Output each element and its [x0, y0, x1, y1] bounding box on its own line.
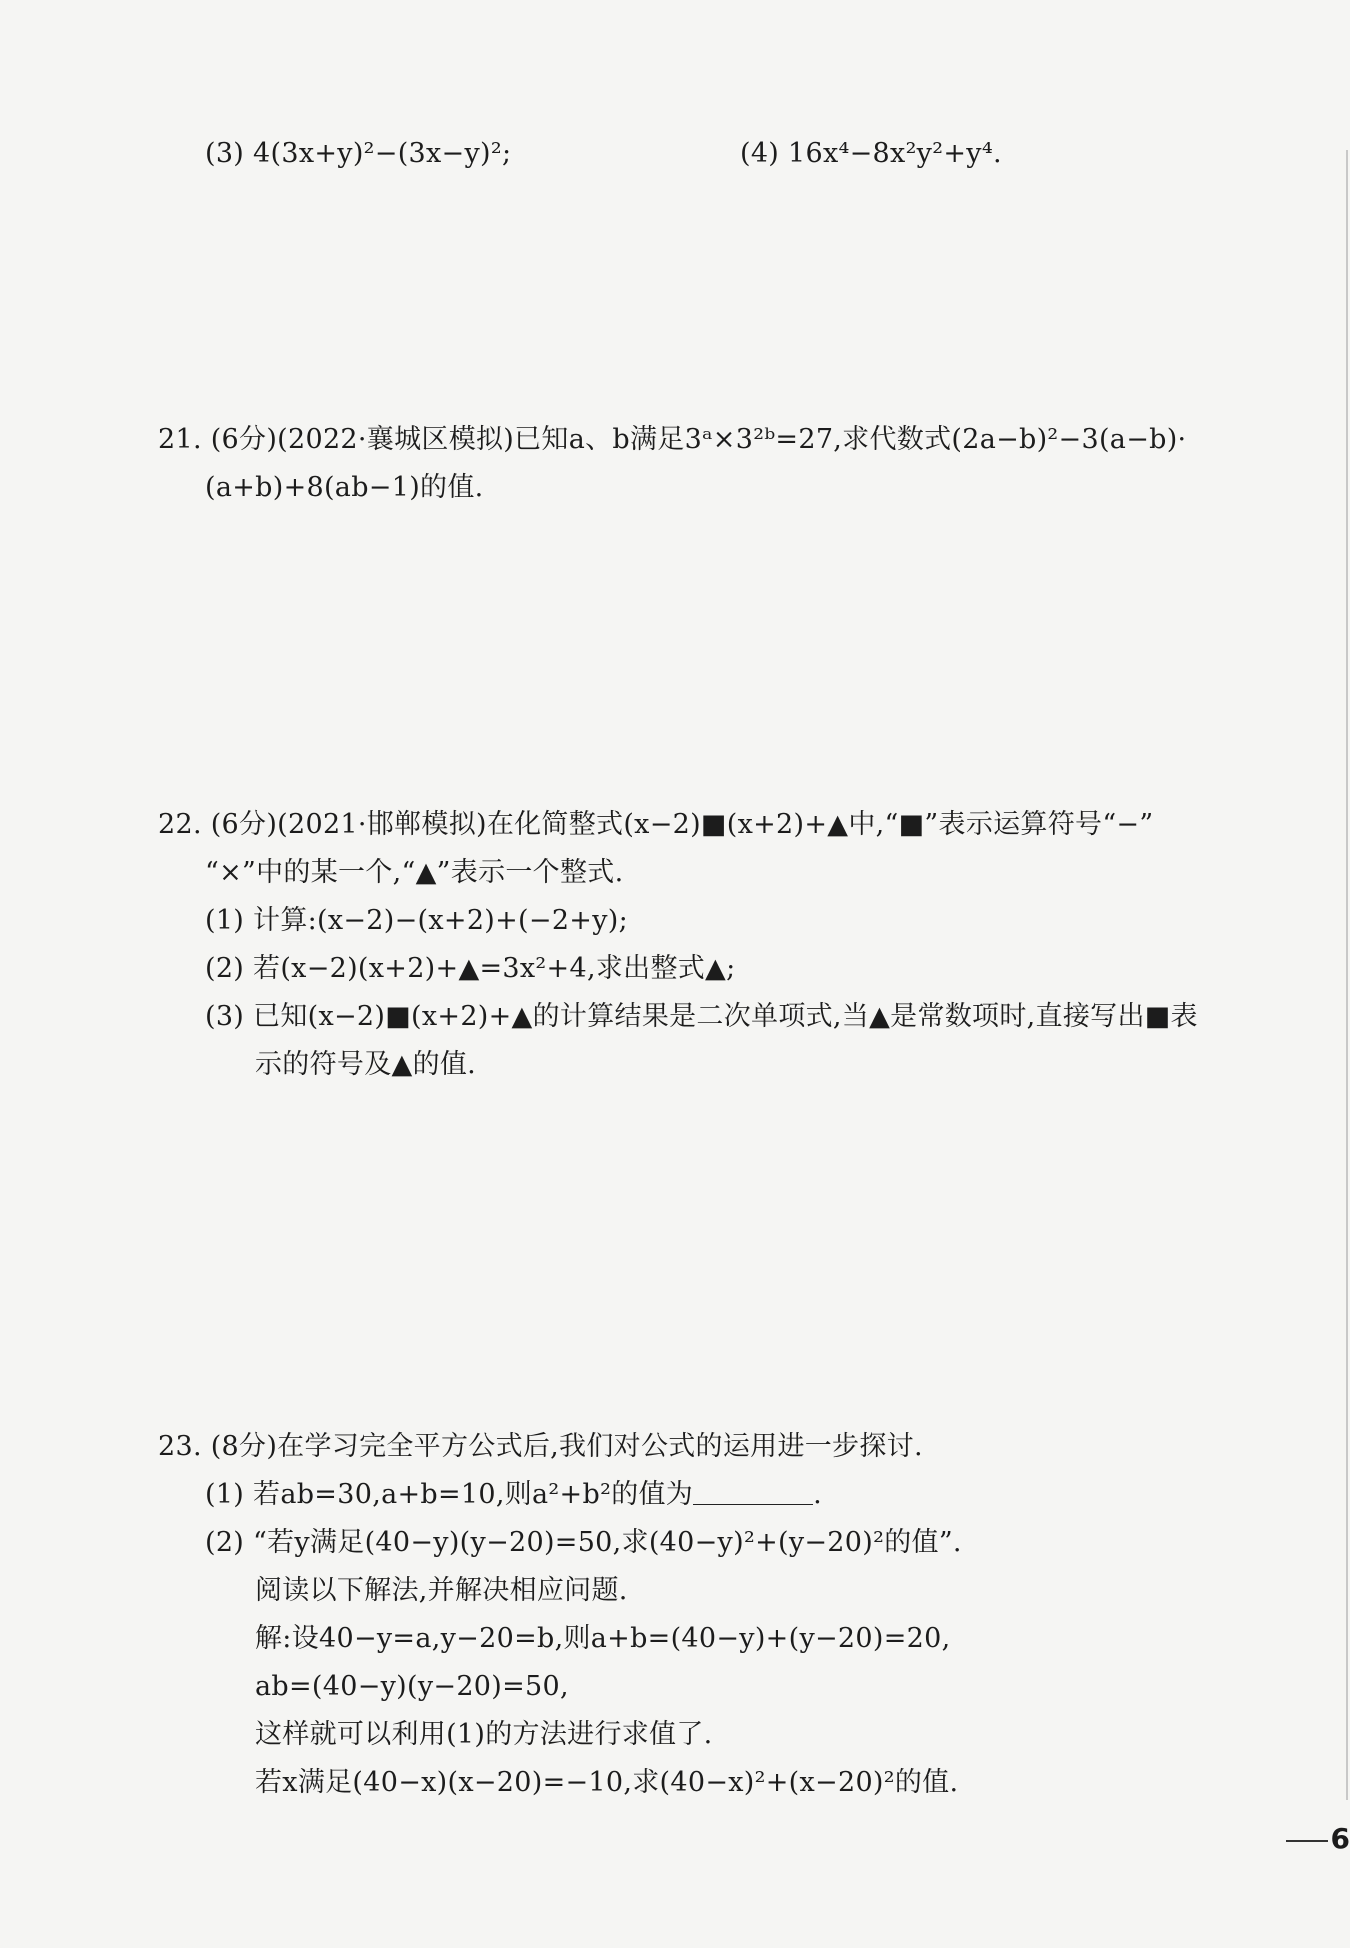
q22-line2: “×”中的某一个,“▲”表示一个整式.: [205, 857, 624, 888]
q22-part3-line1: (3) 已知(x−2)■(x+2)+▲的计算结果是二次单项式,当▲是常数项时,直接写出■表: [205, 1001, 1198, 1032]
page-edge-line: [1346, 150, 1348, 1800]
q21-line2: (a+b)+8(ab−1)的值.: [205, 472, 484, 503]
q23-solution-line2: ab=(40−y)(y−20)=50,: [255, 1671, 569, 1702]
q23-line1: 23. (8分)在学习完全平方公式后,我们对公式的运用进一步探讨.: [158, 1431, 923, 1462]
q21-line1: 21. (6分)(2022·襄城区模拟)已知a、b满足3ᵃ×3²ᵇ=27,求代数式(2a−b)²−3(a−b)·: [158, 424, 1187, 455]
q22-part1: (1) 计算:(x−2)−(x+2)+(−2+y);: [205, 905, 629, 936]
q23-question: 若x满足(40−x)(x−20)=−10,求(40−x)²+(x−20)²的值.: [255, 1767, 959, 1798]
q22-line1: 22. (6分)(2021·邯郸模拟)在化简整式(x−2)■(x+2)+▲中,“■”表示运算符号“−”: [158, 809, 1154, 840]
q22-part2: (2) 若(x−2)(x+2)+▲=3x²+4,求出整式▲;: [205, 953, 736, 984]
q23-part1-text: (1) 若ab=30,a+b=10,则a²+b²的值为: [205, 1479, 694, 1510]
q20-part4: (4) 16x⁴−8x²y²+y⁴.: [740, 138, 1002, 169]
q22-part3-line2: 示的符号及▲的值.: [255, 1049, 477, 1080]
q23-part1-end: .: [813, 1479, 822, 1510]
page-number: 6: [1330, 1822, 1350, 1855]
q20-part3: (3) 4(3x+y)²−(3x−y)²;: [205, 138, 512, 169]
q23-read: 阅读以下解法,并解决相应问题.: [255, 1575, 628, 1606]
q23-part1: [205, 1478, 822, 1512]
q23-solution-line1: 解:设40−y=a,y−20=b,则a+b=(40−y)+(y−20)=20,: [255, 1623, 951, 1654]
q23-solution-line3: 这样就可以利用(1)的方法进行求值了.: [255, 1719, 713, 1750]
page-number-dash: [1286, 1840, 1328, 1842]
q23-part2: (2) “若y满足(40−y)(y−20)=50,求(40−y)²+(y−20)²的值”.: [205, 1527, 962, 1558]
answer-blank[interactable]: [693, 1478, 813, 1505]
